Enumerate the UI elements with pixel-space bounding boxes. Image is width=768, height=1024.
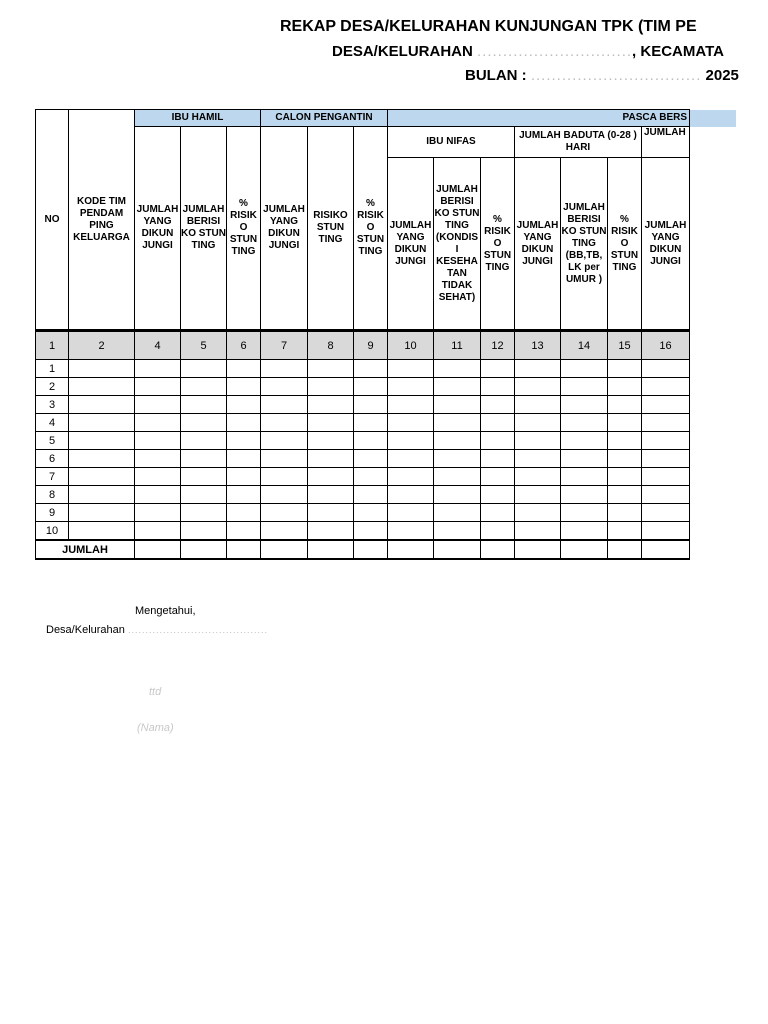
data-cell[interactable]: [608, 450, 642, 468]
data-cell[interactable]: [261, 522, 308, 541]
column-number: 16: [642, 331, 690, 360]
data-cell[interactable]: [481, 468, 515, 486]
table-row: [36, 360, 690, 378]
data-cell[interactable]: [515, 504, 561, 522]
total-cell[interactable]: [642, 540, 690, 559]
data-cell[interactable]: [642, 378, 690, 396]
subgroup-jumlah: JUMLAH: [642, 127, 690, 158]
data-cell[interactable]: [481, 396, 515, 414]
data-cell[interactable]: [69, 522, 135, 541]
data-cell[interactable]: [608, 360, 642, 378]
kecamatan-label: , KECAMATA: [632, 43, 724, 60]
data-cell[interactable]: [388, 486, 434, 504]
column-number: 6: [227, 331, 261, 360]
col-13-header: JUMLAH YANG DIKUN JUNGI: [515, 158, 561, 331]
column-number: 14: [561, 331, 608, 360]
data-cell[interactable]: [181, 414, 227, 432]
data-cell[interactable]: [561, 432, 608, 450]
data-cell[interactable]: [69, 450, 135, 468]
group-pasca-bersalin: PASCA BERS: [388, 110, 690, 127]
data-cell[interactable]: [561, 522, 608, 541]
header-band-overflow: [690, 110, 736, 127]
year-label: 2025: [705, 67, 739, 84]
data-cell[interactable]: [308, 432, 354, 450]
col-4-header: JUMLAH YANG DIKUN JUNGI: [135, 127, 181, 331]
data-cell[interactable]: [308, 450, 354, 468]
data-cell[interactable]: [388, 468, 434, 486]
data-cell[interactable]: [434, 378, 481, 396]
data-cell[interactable]: [227, 450, 261, 468]
data-cell[interactable]: [354, 360, 388, 378]
col-11-header: JUMLAH BERISI KO STUN TING (KONDIS I KESEHA TAN TIDAK SEHAT): [434, 158, 481, 331]
data-cell[interactable]: [434, 450, 481, 468]
table-row: [36, 450, 690, 468]
column-number: 15: [608, 331, 642, 360]
data-cell[interactable]: [69, 486, 135, 504]
total-cell[interactable]: [481, 540, 515, 559]
column-number: 1: [36, 331, 69, 360]
data-cell[interactable]: [642, 468, 690, 486]
signature-desa-label: Desa/Kelurahan: [46, 624, 125, 636]
data-cell[interactable]: [642, 486, 690, 504]
column-number: 13: [515, 331, 561, 360]
data-cell[interactable]: [515, 378, 561, 396]
data-cell[interactable]: [561, 504, 608, 522]
data-cell[interactable]: [434, 432, 481, 450]
column-number: 7: [261, 331, 308, 360]
table-row: [36, 504, 690, 522]
data-cell[interactable]: [515, 414, 561, 432]
data-cell[interactable]: [434, 396, 481, 414]
data-cell[interactable]: [388, 414, 434, 432]
desa-kecamatan-line: [332, 43, 724, 60]
col-16-header: JUMLAH YANG DIKUN JUNGI: [642, 158, 690, 331]
data-cell[interactable]: [261, 432, 308, 450]
data-cell[interactable]: [69, 414, 135, 432]
column-number: 4: [135, 331, 181, 360]
data-cell[interactable]: [642, 396, 690, 414]
row-number: 10: [36, 522, 69, 541]
data-cell[interactable]: [481, 522, 515, 541]
data-cell[interactable]: [481, 486, 515, 504]
data-cell[interactable]: [354, 504, 388, 522]
data-cell[interactable]: [481, 414, 515, 432]
desa-fill-dots: ..............................: [477, 43, 633, 60]
data-cell[interactable]: [481, 432, 515, 450]
data-cell[interactable]: [181, 378, 227, 396]
col-no-header: NO: [36, 110, 69, 331]
data-cell[interactable]: [388, 396, 434, 414]
data-cell[interactable]: [135, 432, 181, 450]
data-cell[interactable]: [227, 396, 261, 414]
data-cell[interactable]: [515, 432, 561, 450]
data-cell[interactable]: [354, 378, 388, 396]
column-number: 2: [69, 331, 135, 360]
row-number: 4: [36, 414, 69, 432]
data-cell[interactable]: [261, 486, 308, 504]
data-cell[interactable]: [69, 360, 135, 378]
data-cell[interactable]: [181, 486, 227, 504]
total-row: [36, 540, 690, 559]
column-number: 8: [308, 331, 354, 360]
data-cell[interactable]: [481, 450, 515, 468]
data-cell[interactable]: [642, 522, 690, 541]
data-cell[interactable]: [261, 360, 308, 378]
nama-placeholder: (Nama): [137, 722, 174, 734]
total-cell[interactable]: [561, 540, 608, 559]
total-cell[interactable]: [308, 540, 354, 559]
data-cell[interactable]: [561, 396, 608, 414]
mengetahui-label: Mengetahui,: [135, 605, 196, 617]
col-9-header: % RISIK O STUN TING: [354, 127, 388, 331]
data-cell[interactable]: [69, 432, 135, 450]
data-cell[interactable]: [308, 414, 354, 432]
data-cell[interactable]: [481, 378, 515, 396]
data-cell[interactable]: [308, 396, 354, 414]
table-row: [36, 378, 690, 396]
total-cell[interactable]: [515, 540, 561, 559]
col-kode-tim-header: KODE TIM PENDAM PING KELUARGA: [69, 110, 135, 331]
row-number: 1: [36, 360, 69, 378]
data-cell[interactable]: [608, 504, 642, 522]
desa-label: DESA/KELURAHAN: [332, 43, 473, 60]
total-cell[interactable]: [261, 540, 308, 559]
total-cell[interactable]: [608, 540, 642, 559]
total-cell[interactable]: [354, 540, 388, 559]
data-cell[interactable]: [388, 522, 434, 541]
data-cell[interactable]: [388, 450, 434, 468]
page-title: REKAP DESA/KELURAHAN KUNJUNGAN TPK (TIM PE: [280, 18, 697, 35]
data-cell[interactable]: [354, 522, 388, 541]
data-cell[interactable]: [261, 450, 308, 468]
col-14-header: JUMLAH BERISI KO STUN TING (BB,TB, LK per UMUR ): [561, 158, 608, 331]
data-cell[interactable]: [434, 504, 481, 522]
data-cell[interactable]: [135, 360, 181, 378]
data-cell[interactable]: [561, 360, 608, 378]
col-12-header: % RISIK O STUN TING: [481, 158, 515, 331]
column-number: 9: [354, 331, 388, 360]
row-number: 3: [36, 396, 69, 414]
data-cell[interactable]: [608, 486, 642, 504]
col-15-header: % RISIK O STUN TING: [608, 158, 642, 331]
total-cell[interactable]: [434, 540, 481, 559]
data-cell[interactable]: [181, 432, 227, 450]
data-cell[interactable]: [181, 450, 227, 468]
data-cell[interactable]: [561, 414, 608, 432]
data-cell[interactable]: [181, 468, 227, 486]
data-cell[interactable]: [261, 504, 308, 522]
column-number: 10: [388, 331, 434, 360]
data-cell[interactable]: [227, 432, 261, 450]
data-cell[interactable]: [69, 396, 135, 414]
data-cell[interactable]: [354, 414, 388, 432]
data-cell[interactable]: [354, 396, 388, 414]
data-cell[interactable]: [515, 522, 561, 541]
data-cell[interactable]: [642, 414, 690, 432]
data-cell[interactable]: [515, 396, 561, 414]
data-cell[interactable]: [388, 504, 434, 522]
data-cell[interactable]: [135, 504, 181, 522]
header-row-groups: [36, 110, 690, 127]
data-cell[interactable]: [227, 360, 261, 378]
data-cell[interactable]: [388, 378, 434, 396]
data-cell[interactable]: [434, 360, 481, 378]
data-cell[interactable]: [434, 468, 481, 486]
data-cell[interactable]: [227, 504, 261, 522]
data-cell[interactable]: [135, 378, 181, 396]
col-10-header: JUMLAH YANG DIKUN JUNGI: [388, 158, 434, 331]
group-ibu-hamil: IBU HAMIL: [135, 110, 261, 127]
data-cell[interactable]: [308, 504, 354, 522]
data-cell[interactable]: [181, 360, 227, 378]
data-cell[interactable]: [227, 468, 261, 486]
data-cell[interactable]: [261, 396, 308, 414]
group-calon-pengantin: CALON PENGANTIN: [261, 110, 388, 127]
data-cell[interactable]: [135, 468, 181, 486]
data-cell[interactable]: [181, 396, 227, 414]
data-cell[interactable]: [608, 432, 642, 450]
total-cell[interactable]: [135, 540, 181, 559]
data-cell[interactable]: [69, 504, 135, 522]
data-cell[interactable]: [135, 486, 181, 504]
data-cell[interactable]: [515, 450, 561, 468]
data-cell[interactable]: [434, 414, 481, 432]
data-cell[interactable]: [561, 468, 608, 486]
col-6-header: % RISIK O STUN TING: [227, 127, 261, 331]
row-number: 8: [36, 486, 69, 504]
data-cell[interactable]: [434, 486, 481, 504]
bulan-label: BULAN :: [465, 67, 527, 84]
data-cell[interactable]: [227, 486, 261, 504]
data-cell[interactable]: [642, 432, 690, 450]
data-cell[interactable]: [354, 450, 388, 468]
data-cell[interactable]: [135, 450, 181, 468]
data-cell[interactable]: [642, 450, 690, 468]
table-row: [36, 468, 690, 486]
data-cell[interactable]: [135, 522, 181, 541]
data-cell[interactable]: [261, 378, 308, 396]
data-cell[interactable]: [308, 378, 354, 396]
col-5-header: JUMLAH BERISI KO STUN TING: [181, 127, 227, 331]
data-cell[interactable]: [227, 522, 261, 541]
table-row: [36, 522, 690, 541]
row-number: 2: [36, 378, 69, 396]
data-cell[interactable]: [561, 486, 608, 504]
data-cell[interactable]: [561, 450, 608, 468]
data-cell[interactable]: [69, 378, 135, 396]
bulan-fill-dots: .................................: [530, 67, 702, 84]
data-cell[interactable]: [135, 396, 181, 414]
data-cell[interactable]: [608, 414, 642, 432]
bulan-line: [465, 67, 739, 84]
data-cell[interactable]: [227, 378, 261, 396]
data-cell[interactable]: [261, 414, 308, 432]
data-cell[interactable]: [354, 468, 388, 486]
data-cell[interactable]: [515, 468, 561, 486]
row-number: 5: [36, 432, 69, 450]
data-cell[interactable]: [308, 522, 354, 541]
data-cell[interactable]: [481, 360, 515, 378]
row-number: 6: [36, 450, 69, 468]
data-cell[interactable]: [308, 486, 354, 504]
data-cell[interactable]: [388, 360, 434, 378]
data-cell[interactable]: [261, 468, 308, 486]
row-number: 7: [36, 468, 69, 486]
col-8-header: RISIKO STUN TING: [308, 127, 354, 331]
signature-desa-line: [46, 624, 268, 636]
data-cell[interactable]: [227, 414, 261, 432]
data-cell[interactable]: [481, 504, 515, 522]
data-cell[interactable]: [354, 486, 388, 504]
data-cell[interactable]: [515, 360, 561, 378]
signature-desa-dots: ........................................: [127, 625, 268, 635]
data-cell[interactable]: [69, 468, 135, 486]
row-number: 9: [36, 504, 69, 522]
subgroup-jumlah-baduta: JUMLAH BADUTA (0-28 ) HARI: [515, 127, 642, 158]
data-cell[interactable]: [642, 504, 690, 522]
data-cell[interactable]: [308, 468, 354, 486]
table-row: [36, 432, 690, 450]
rekap-table: [35, 109, 690, 560]
total-cell[interactable]: [181, 540, 227, 559]
total-label: JUMLAH: [36, 540, 135, 559]
data-cell[interactable]: [608, 396, 642, 414]
subgroup-ibu-nifas: IBU NIFAS: [388, 127, 515, 158]
data-cell[interactable]: [135, 414, 181, 432]
table-row: [36, 486, 690, 504]
ttd-placeholder: ttd: [149, 686, 162, 698]
data-cell[interactable]: [354, 432, 388, 450]
data-cell[interactable]: [388, 432, 434, 450]
column-number: 12: [481, 331, 515, 360]
table-row: [36, 396, 690, 414]
column-number-row: [36, 331, 690, 360]
data-cell[interactable]: [561, 378, 608, 396]
column-number: 5: [181, 331, 227, 360]
column-number: 11: [434, 331, 481, 360]
total-cell[interactable]: [227, 540, 261, 559]
total-cell[interactable]: [388, 540, 434, 559]
data-cell[interactable]: [181, 522, 227, 541]
data-cell[interactable]: [608, 378, 642, 396]
data-cell[interactable]: [608, 522, 642, 541]
data-cell[interactable]: [515, 486, 561, 504]
data-cell[interactable]: [608, 468, 642, 486]
data-cell[interactable]: [308, 360, 354, 378]
table-row: [36, 414, 690, 432]
data-cell[interactable]: [642, 360, 690, 378]
col-7-header: JUMLAH YANG DIKUN JUNGI: [261, 127, 308, 331]
data-cell[interactable]: [434, 522, 481, 541]
header-row-subgroups: [36, 127, 690, 158]
data-rows: [36, 360, 690, 541]
data-cell[interactable]: [181, 504, 227, 522]
